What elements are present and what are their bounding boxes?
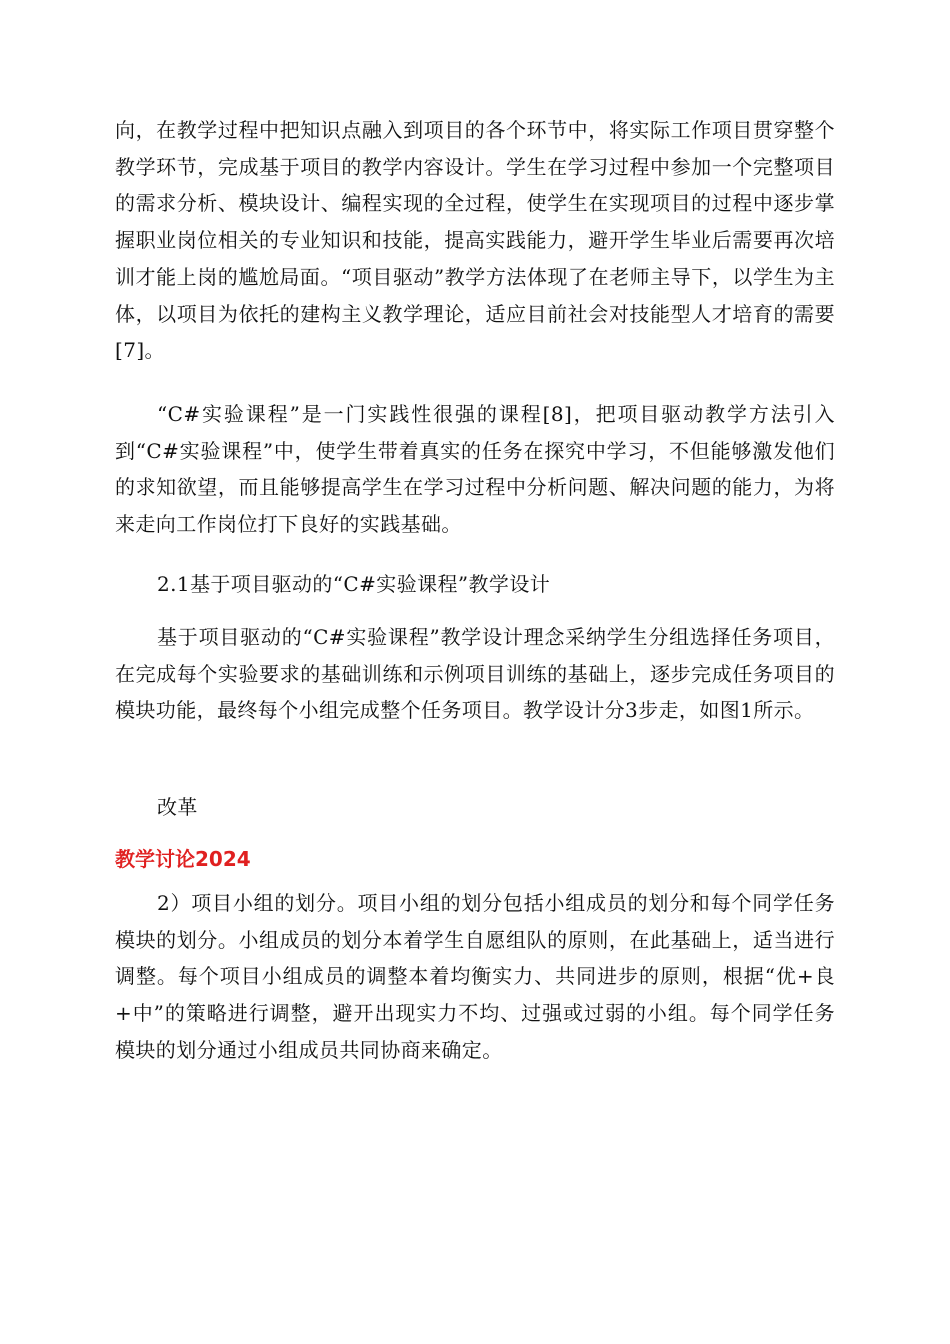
paragraph-teaching-design: 基于项目驱动的“C#实验课程”教学设计理念采纳学生分组选择任务项目，在完成每个实验要求的基础训练和示例项目训练的基础上，逐步完成任务项目的模块功能，最终每个小组完成整个任务项目。教学设计分3步走，如图1所示。 — [115, 625, 835, 723]
red-heading: 教学讨论2024 — [115, 847, 251, 871]
section-heading: 2.1基于项目驱动的“C#实验课程”教学设计 — [157, 572, 551, 596]
text-gaige: 改革 — [157, 795, 198, 819]
paragraph-group-division: 2）项目小组的划分。项目小组的划分包括小组成员的划分和每个同学任务模块的划分。小组成员的划分本着学生自愿组队的原则，在此基础上，适当进行调整。每个项目小组成员的调整本着均衡实力、共同进步的原则，根据“优+良+中”的策略进行调整，避开出现实力不均、过强或过弱的小组。每个同学任务模块的划分通过小组成员共同协商来确定。 — [115, 891, 835, 1062]
paragraph-project-integration: 向，在教学过程中把知识点融入到项目的各个环节中，将实际工作项目贯穿整个教学环节，完成基于项目的教学内容设计。学生在学习过程中参加一个完整项目的需求分析、模块设计、编程实现的全过程，使学生在实现项目的过程中逐步掌握职业岗位相关的专业知识和技能，提高实践能力，避开学生毕业后需要再次培训才能上岗的尴尬局面。“项目驱动”教学方法体现了在老师主导下，以学生为主体，以项目为依托的建构主义教学理论，适应目前社会对技能型人才培育的需要[7]。 — [115, 118, 835, 363]
paragraph-csharp-course: “C#实验课程”是一门实践性很强的课程[8]，把项目驱动教学方法引入到“C#实验课程”中，使学生带着真实的任务在探究中学习，不但能够激发他们的求知欲望，而且能够提高学生在学习过程中分析问题、解决问题的能力，为将来走向工作岗位打下良好的实践基础。 — [115, 402, 835, 537]
